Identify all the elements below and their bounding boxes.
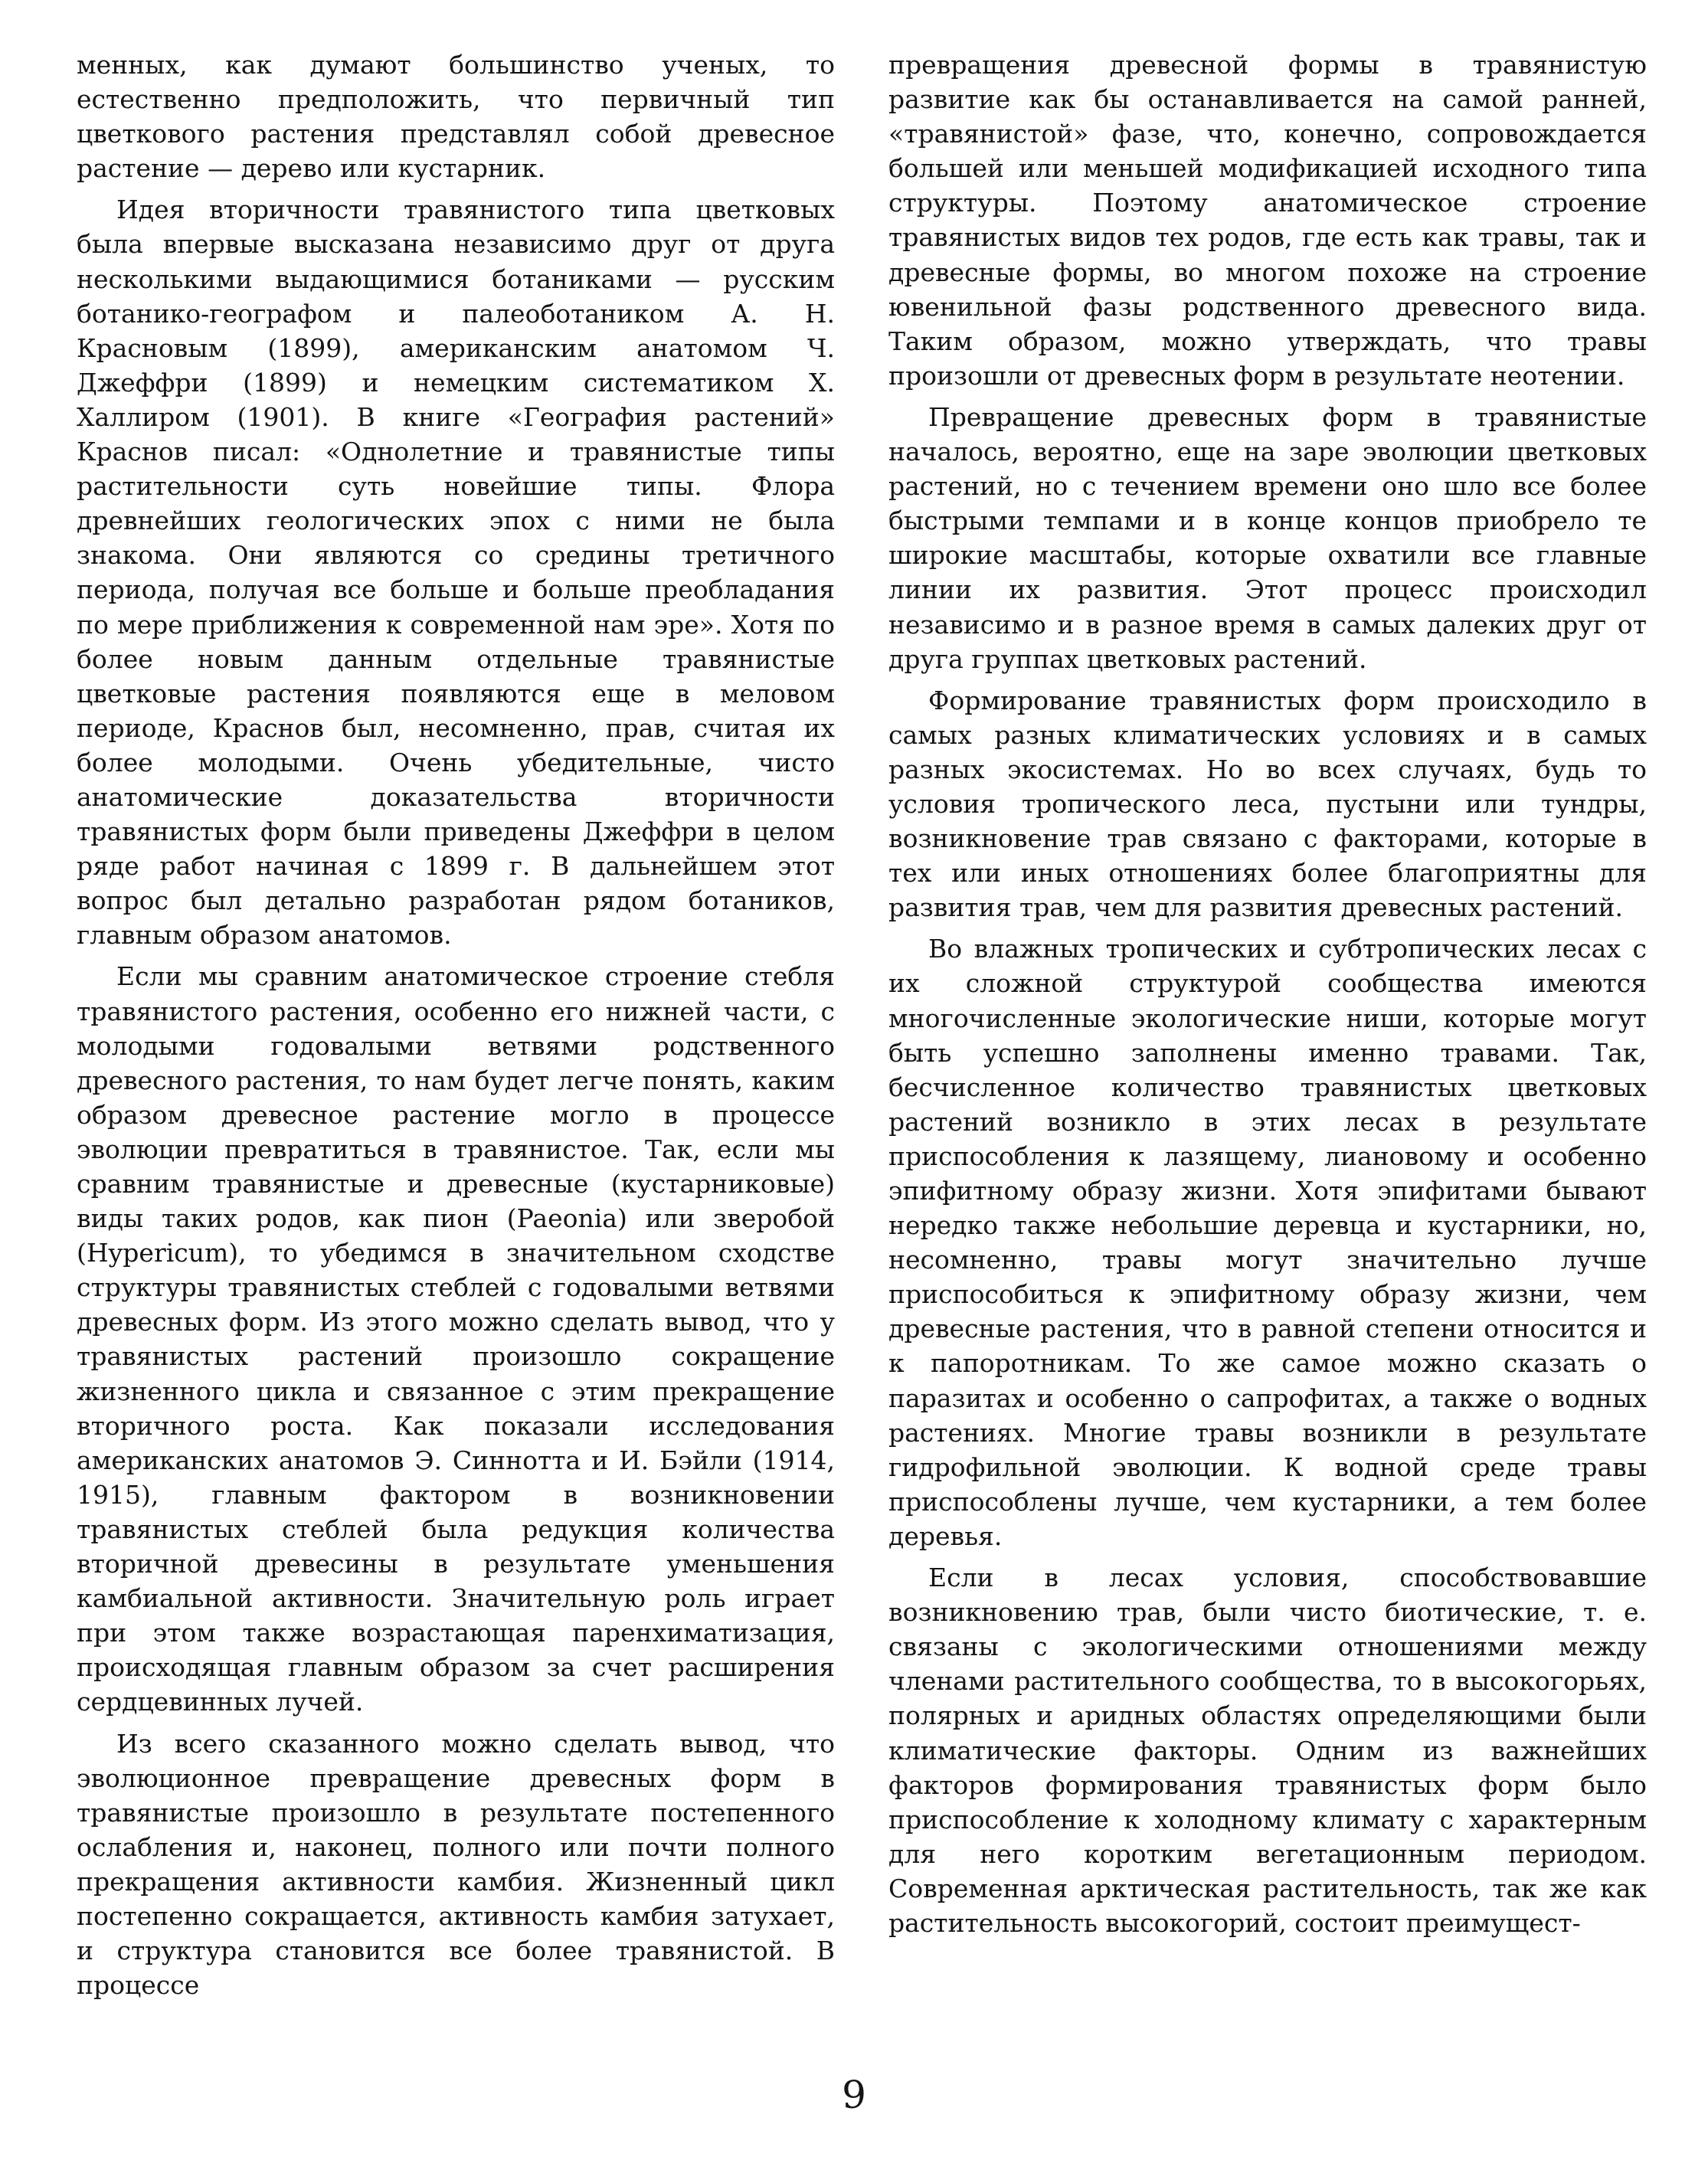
- paragraph: Идея вторичности травянистого типа цветковых была впервые высказана независимо друг от друга несколькими выдающимися ботаниками — русским ботанико-географом и палеоботаником А. Н. Красновым (1899), американским анатомом Ч. Джеффри (1899) и немецким систематиком X. Халлиром (1901). В книге «География растений» Краснов писал: «Однолетние и травянистые типы растительности суть новейшие типы. Флора древнейших геологических эпох с ними не была знакома. Они являются со средины третичного периода, получая все больше и больше преобладания по мере приближения к современной нам эре». Хотя по более новым данным отдельные травянистые цветковые растения появляются еще в меловом периоде, Краснов был, несомненно, прав, считая их более молодыми. Очень убедительные, чисто анатомические доказательства вторичности травянистых форм были приведены Джеффри в целом ряде работ начиная с 1899 г. В дальнейшем этот вопрос был детально разработан рядом ботаников, главным образом анатомов.: [77, 195, 835, 951]
- left-column: [77, 47, 835, 2009]
- right-column: [888, 47, 1647, 1947]
- page-number: 9: [842, 2073, 866, 2117]
- paragraph: Если в лесах условия, способствовавшие возникновению трав, были чисто биотические, т. е. связаны с экологическими отношениями между членами растительного сообщества, то в высокогорьях, полярных и аридных областях определяющими были климатические факторы. Одним из важнейших факторов формирования травянистых форм было приспособление к холодному климату с характерным для него коротким вегетационным периодом. Современная арктическая растительность, так же как растительность высокогорий, состоит преимущест-: [888, 1563, 1647, 1938]
- book-page: [77, 47, 1647, 2100]
- paragraph: Если мы сравним анатомическое строение стебля травянистого растения, особенно его нижней части, с молодыми годовалыми ветвями родственного древесного растения, то нам будет легче понять, каким образом древесное растение могло в процессе эволюции превратиться в травянистое. Так, если мы сравним травянистые и древесные (кустарниковые) виды таких родов, как пион (Paeonia) или зверобой (Hypericum), то убедимся в значительном сходстве структуры травянистых стеблей с годовалыми ветвями древесных форм. Из этого можно сделать вывод, что у травянистых растений произошло сокращение жизненного цикла и связанное с этим прекращение вторичного роста. Как показали исследования американских анатомов Э. Синнотта и И. Бэйли (1914, 1915), главным фактором в возникновении травянистых стеблей была редукция количества вторичной древесины в результате уменьшения камбиальной активности. Значительную роль играет при этом также возрастающая паренхиматизация, происходящая главным образом за счет расширения сердцевинных лучей.: [77, 961, 835, 1717]
- paragraph: превращения древесной формы в травянистую развитие как бы останавливается на самой ранней, «травянистой» фазе, что, конечно, сопровождается большей или меньшей модификацией исходного типа структуры. Поэтому анатомическое строение травянистых видов тех родов, где есть как травы, так и древесные формы, во многом похоже на строение ювенильной фазы родственного древесного вида. Таким образом, можно утверждать, что травы произошли от древесных форм в результате неотении.: [888, 50, 1647, 391]
- paragraph: менных, как думают большинство ученых, то естественно предположить, что первичный тип цветкового растения представлял собой древесное растение — дерево или кустарник.: [77, 50, 835, 184]
- paragraph: Формирование травянистых форм происходило в самых разных климатических условиях и в самых разных экосистемах. Но во всех случаях, будь то условия тропического леса, пустыни или тундры, возникновение трав связано с факторами, которые в тех или иных отношениях более благоприятны для развития трав, чем для развития древесных растений.: [888, 685, 1647, 923]
- paragraph: Из всего сказанного можно сделать вывод, что эволюционное превращение древесных форм в травянистые произошло в результате постепенного ослабления и, наконец, полного или почти полного прекращения активности камбия. Жизненный цикл постепенно сокращается, активность камбия затухает, и структура становится все более травянистой. В процессе: [77, 1728, 835, 2001]
- paragraph: Во влажных тропических и субтропических лесах с их сложной структурой сообщества имеются многочисленные экологические ниши, которые могут быть успешно заполнены именно травами. Так, бесчисленное количество травянистых цветковых растений возникло в этих лесах в результате приспособления к лазящему, лиановому и особенно эпифитному образу жизни. Хотя эпифитами бывают нередко также небольшие деревца и кустарники, но, несомненно, травы могут значительно лучше приспособиться к эпифитному образу жизни, чем древесные растения, что в равной степени относится и к папоротникам. То же самое можно сказать о паразитах и особенно о сапрофитах, а также о водных растениях. Многие травы возникли в результате гидрофильной эволюции. К водной среде травы приспособлены лучше, чем кустарники, а тем более деревья.: [888, 934, 1647, 1551]
- paragraph: Превращение древесных форм в травянистые началось, вероятно, еще на заре эволюции цветковых растений, но с течением времени оно шло все более быстрыми темпами и в конце концов приобрело те широкие масштабы, которые охватили все главные линии их развития. Этот процесс происходил независимо и в разное время в самых далеких друг от друга группах цветковых растений.: [888, 401, 1647, 674]
